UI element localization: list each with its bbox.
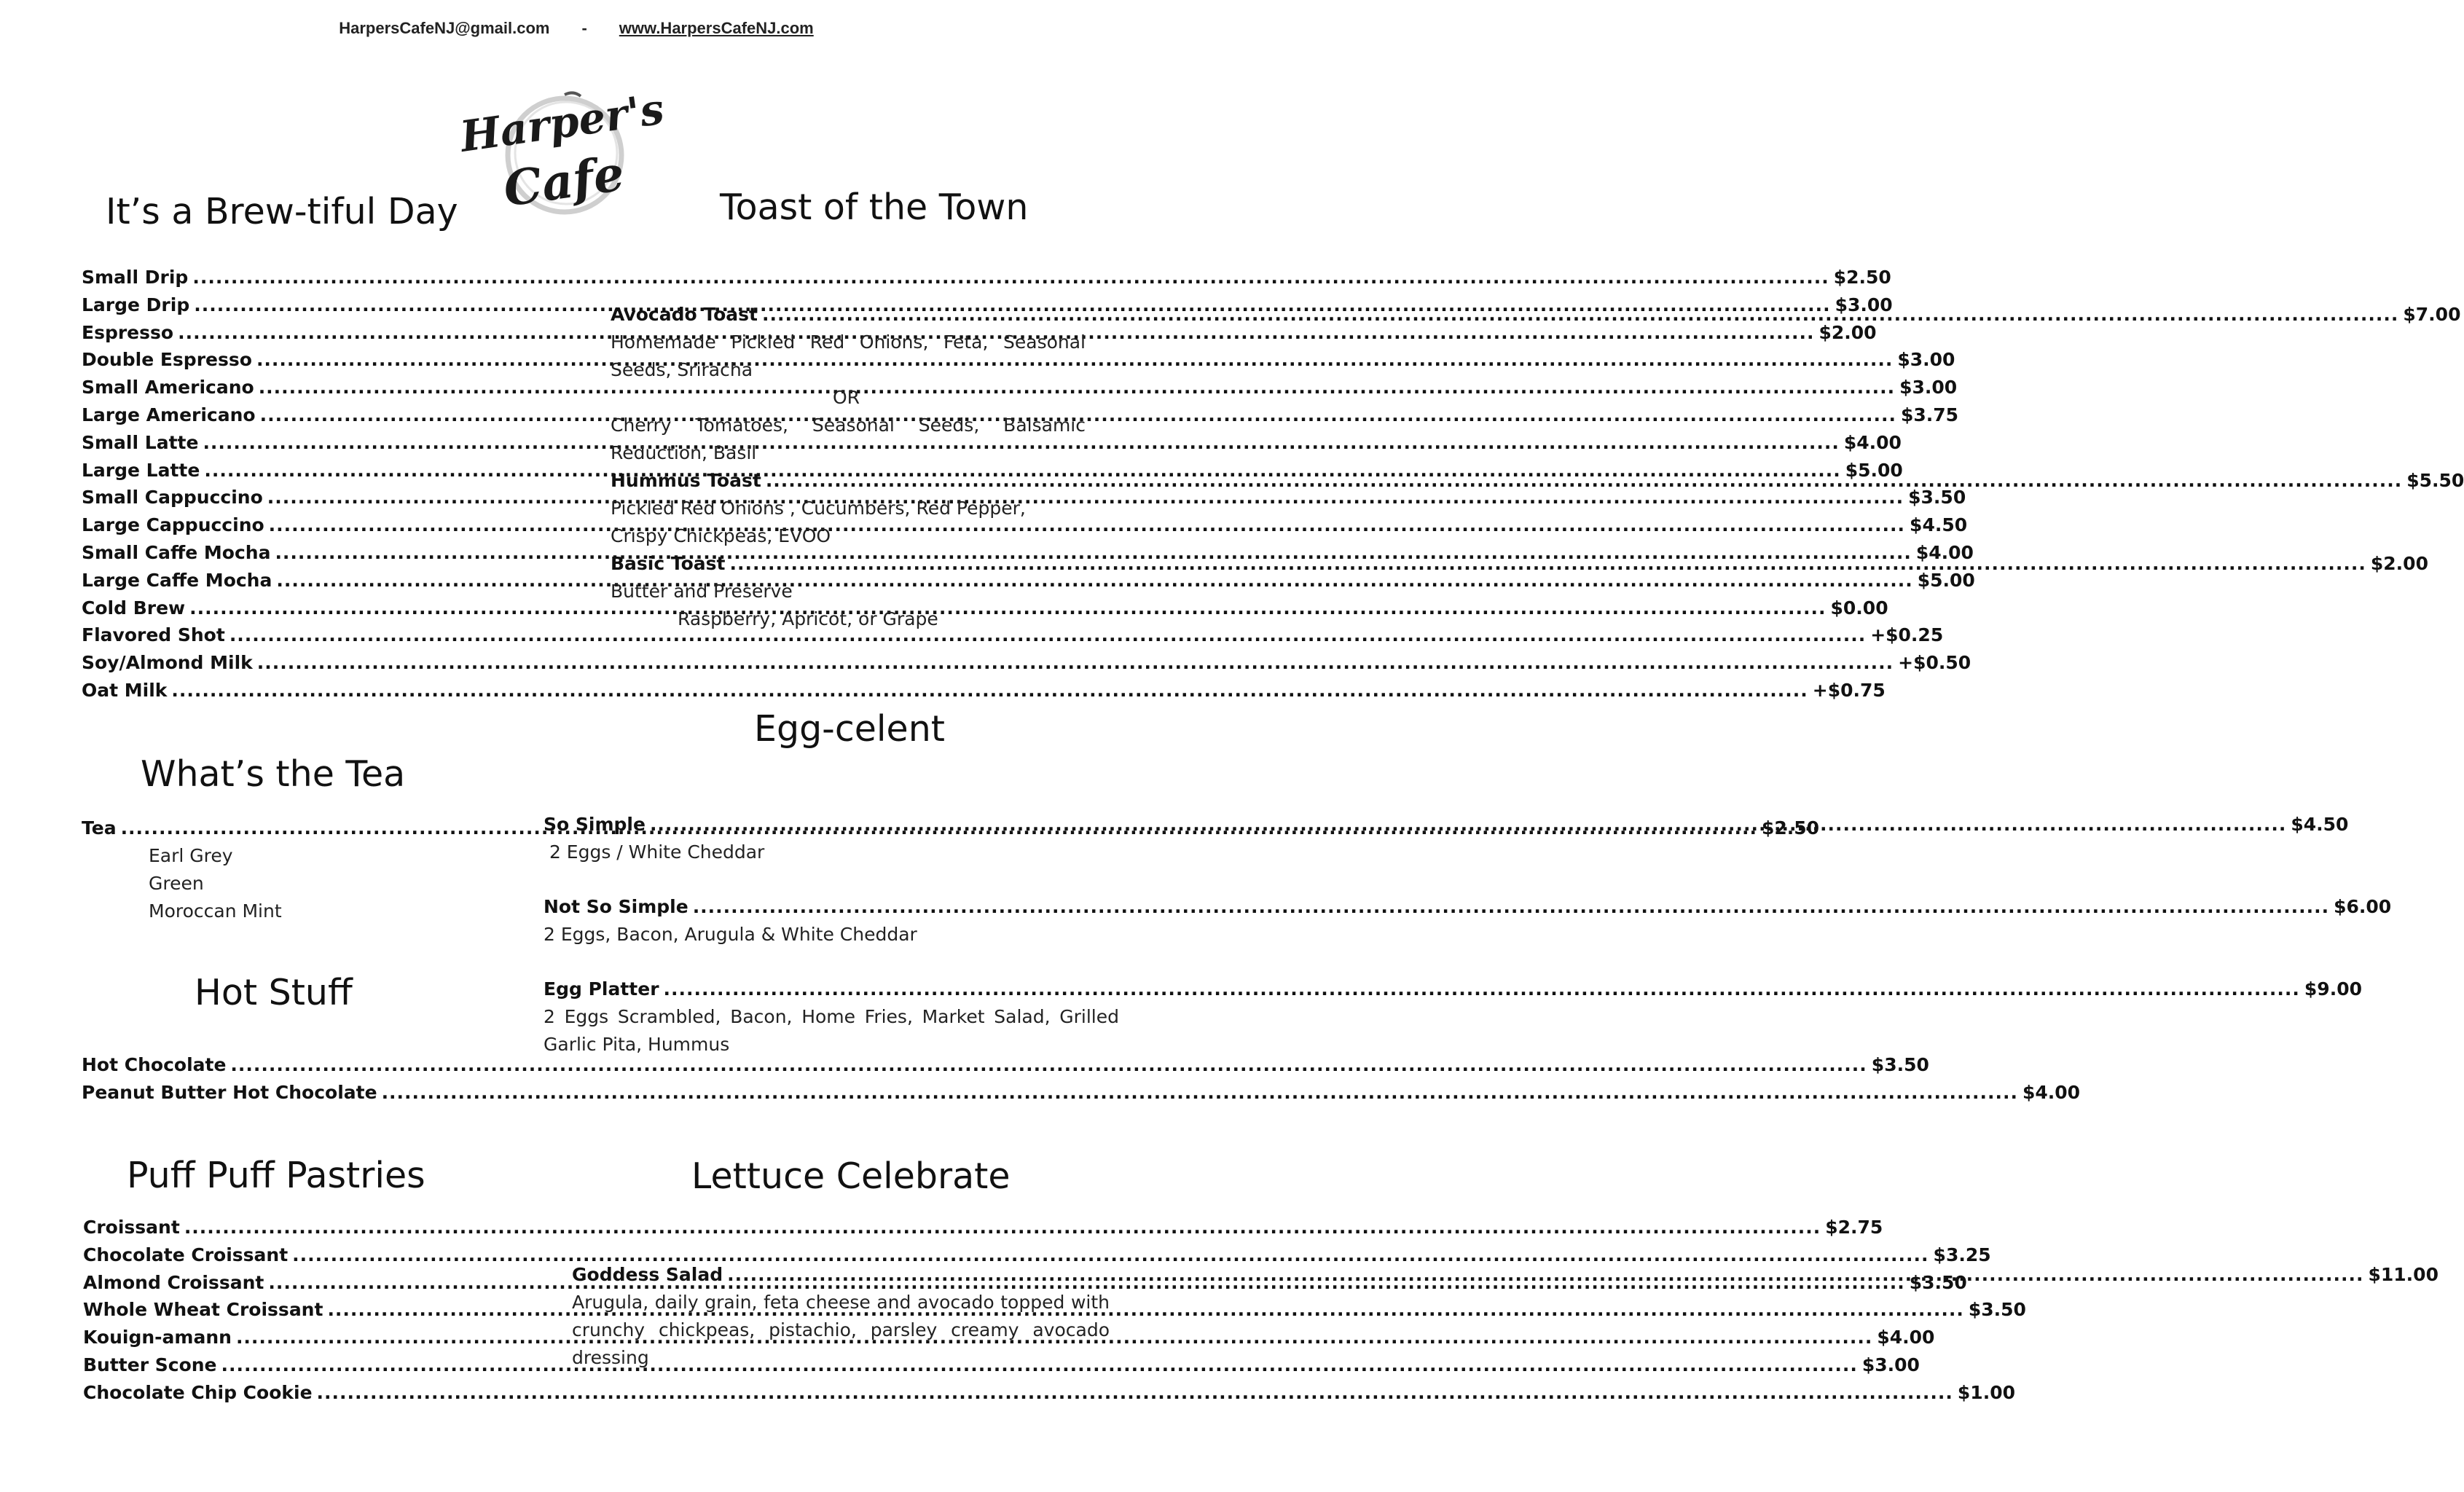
menu-item xyxy=(82,319,1877,347)
item-price: $5.00 xyxy=(1845,459,1903,481)
item-price: $7.00 xyxy=(2403,304,2461,325)
item-name: Chocolate Croissant xyxy=(83,1244,289,1265)
item-name: Large Drip xyxy=(82,294,190,315)
item-name: Chocolate Chip Cookie xyxy=(83,1381,313,1403)
item-name: Large Americano xyxy=(82,404,256,425)
item-name: Oat Milk xyxy=(82,680,168,701)
item-name: Kouign-amann xyxy=(83,1327,232,1348)
item-name: Espresso xyxy=(82,321,174,343)
item-name: Basic Toast xyxy=(611,553,726,574)
menu-item xyxy=(82,264,1891,291)
separator: - xyxy=(581,19,587,37)
item-price: $1.00 xyxy=(1957,1381,2015,1403)
item-price: $3.25 xyxy=(1933,1244,1991,1265)
item-price: $3.00 xyxy=(1861,1354,1920,1375)
pastries-heading: Puff Puff Pastries xyxy=(127,1155,425,1196)
menu-item xyxy=(83,1241,1991,1269)
item-description: 2 Eggs, Bacon, Arugula & White Cheddar xyxy=(544,924,917,945)
coffee-heading: It’s a Brew-tiful Day xyxy=(106,191,458,232)
item-price: $4.50 xyxy=(2291,814,2349,835)
item-name: Hummus Toast xyxy=(611,470,761,491)
item-price: +$0.75 xyxy=(1812,680,1886,701)
salad-heading: Lettuce Celebrate xyxy=(691,1155,1011,1197)
item-description: 2 Eggs / White Cheddar xyxy=(544,841,765,863)
item-name: Small Americano xyxy=(82,377,254,398)
item-name: Small Caffe Mocha xyxy=(82,542,271,563)
menu-item xyxy=(82,1051,1929,1079)
item-name: Double Espresso xyxy=(82,349,252,371)
item-price: $3.00 xyxy=(1897,349,1955,371)
menu-item xyxy=(83,1379,2015,1407)
menu-item xyxy=(82,484,1966,511)
item-price: +$0.50 xyxy=(1898,652,1971,674)
item-name: Flavored Shot xyxy=(82,624,225,646)
item-price: $3.50 xyxy=(1968,1299,2026,1321)
item-price: $4.00 xyxy=(2022,1082,2081,1103)
item-price: $3.00 xyxy=(1835,294,1893,315)
email-link[interactable]: HarpersCafeNJ@gmail.com xyxy=(339,19,550,37)
menu-item xyxy=(82,621,1944,649)
item-price: $3.50 xyxy=(1908,487,1966,509)
menu-item xyxy=(83,1324,1935,1351)
item-price: +$0.25 xyxy=(1870,624,1944,646)
toast-heading: Toast of the Town xyxy=(720,186,1029,228)
menu-item xyxy=(82,677,1886,704)
item-name: Soy/Almond Milk xyxy=(82,652,253,674)
item-name: Peanut Butter Hot Chocolate xyxy=(82,1082,377,1103)
item-name: Large Cappuccino xyxy=(82,514,264,536)
item-name: Large Latte xyxy=(82,459,200,481)
cafe-logo xyxy=(455,84,667,228)
item-name: Goddess Salad xyxy=(572,1264,723,1285)
item-name: Not So Simple xyxy=(544,896,688,917)
hot-heading: Hot Stuff xyxy=(195,972,353,1013)
item-name: Avocado Toast xyxy=(611,304,758,325)
item-name: Whole Wheat Croissant xyxy=(83,1299,323,1321)
tea-flavor: Earl Grey xyxy=(149,845,233,866)
item-price: $6.00 xyxy=(2334,896,2392,917)
item-name: Small Cappuccino xyxy=(82,487,263,509)
item-name: Large Caffe Mocha xyxy=(82,569,272,591)
item-name: Butter Scone xyxy=(83,1354,217,1375)
item-name: Hot Chocolate xyxy=(82,1054,227,1075)
item-description: Butter and Preserve xyxy=(611,581,793,602)
item-name: Egg Platter xyxy=(544,978,659,1000)
menu-item xyxy=(544,975,2362,1003)
item-price: $2.75 xyxy=(1825,1217,1883,1238)
logo-text-line1: Harper's xyxy=(457,84,667,162)
item-price: $2.00 xyxy=(1818,321,1877,343)
menu-item xyxy=(83,1296,2026,1324)
item-price: $4.50 xyxy=(1910,514,1968,536)
item-name: So Simple xyxy=(544,814,646,835)
menu-item xyxy=(83,1214,1883,1241)
item-price: $4.00 xyxy=(1843,431,1902,453)
item-price: $2.00 xyxy=(2370,553,2428,574)
menu-item xyxy=(82,649,1971,677)
menu-item xyxy=(82,401,1959,429)
item-name: Small Latte xyxy=(82,431,199,453)
tea-heading: What’s the Tea xyxy=(141,753,406,795)
item-name: Tea xyxy=(82,817,117,839)
item-price: $5.50 xyxy=(2406,470,2464,491)
contact-bar xyxy=(0,19,1153,38)
item-price: $3.75 xyxy=(1900,404,1959,425)
item-price: $4.00 xyxy=(1877,1327,1935,1348)
item-price: $4.00 xyxy=(1915,542,1974,563)
item-description: Arugula, daily grain, feta cheese and avocado topped with crunchy chickpeas, pistachio, parsley creamy avocado dressing xyxy=(572,1292,1110,1368)
item-description: Cherry Tomatoes, Seasonal Seeds, Balsamic Reduction, Basil xyxy=(611,415,1086,463)
item-name: Croissant xyxy=(83,1217,180,1238)
item-name: Cold Brew xyxy=(82,597,186,619)
item-price: $0.00 xyxy=(1830,597,1888,619)
menu-item xyxy=(544,893,2392,921)
item-description: 2 Eggs Scrambled, Bacon, Home Fries, Market Salad, Grilled Garlic Pita, Hummus xyxy=(544,1006,1119,1055)
eggs-heading: Egg-celent xyxy=(754,708,945,750)
website-link[interactable]: www.HarpersCafeNJ.com xyxy=(619,19,814,37)
menu-item xyxy=(82,1079,2081,1107)
item-price: $2.50 xyxy=(1761,817,1820,839)
item-price: $5.00 xyxy=(1917,569,1975,591)
item-price: $3.00 xyxy=(1899,377,1958,398)
logo-text-line2: Cafe xyxy=(500,144,628,218)
menu-item xyxy=(83,1351,1920,1379)
item-price: $3.50 xyxy=(1871,1054,1929,1075)
item-price: $11.00 xyxy=(2368,1264,2439,1285)
tea-flavor: Moroccan Mint xyxy=(149,900,282,922)
item-price: $3.50 xyxy=(1909,1271,1967,1293)
or-label: OR xyxy=(833,387,860,408)
item-name: Almond Croissant xyxy=(83,1271,264,1293)
tea-flavor: Green xyxy=(149,873,204,894)
item-name: Small Drip xyxy=(82,267,189,288)
preserve-flavors: Raspberry, Apricot, or Grape xyxy=(678,608,938,629)
item-price: $9.00 xyxy=(2304,978,2362,1000)
item-price: $2.50 xyxy=(1833,267,1891,288)
item-description: Pickled Red Onions , Cucumbers, Red Pepper, Crispy Chickpeas, EVOO xyxy=(611,498,1026,546)
item-description: Homemade Pickled Red Onions, Feta, Seasonal Seeds, Sriracha xyxy=(611,331,1086,380)
